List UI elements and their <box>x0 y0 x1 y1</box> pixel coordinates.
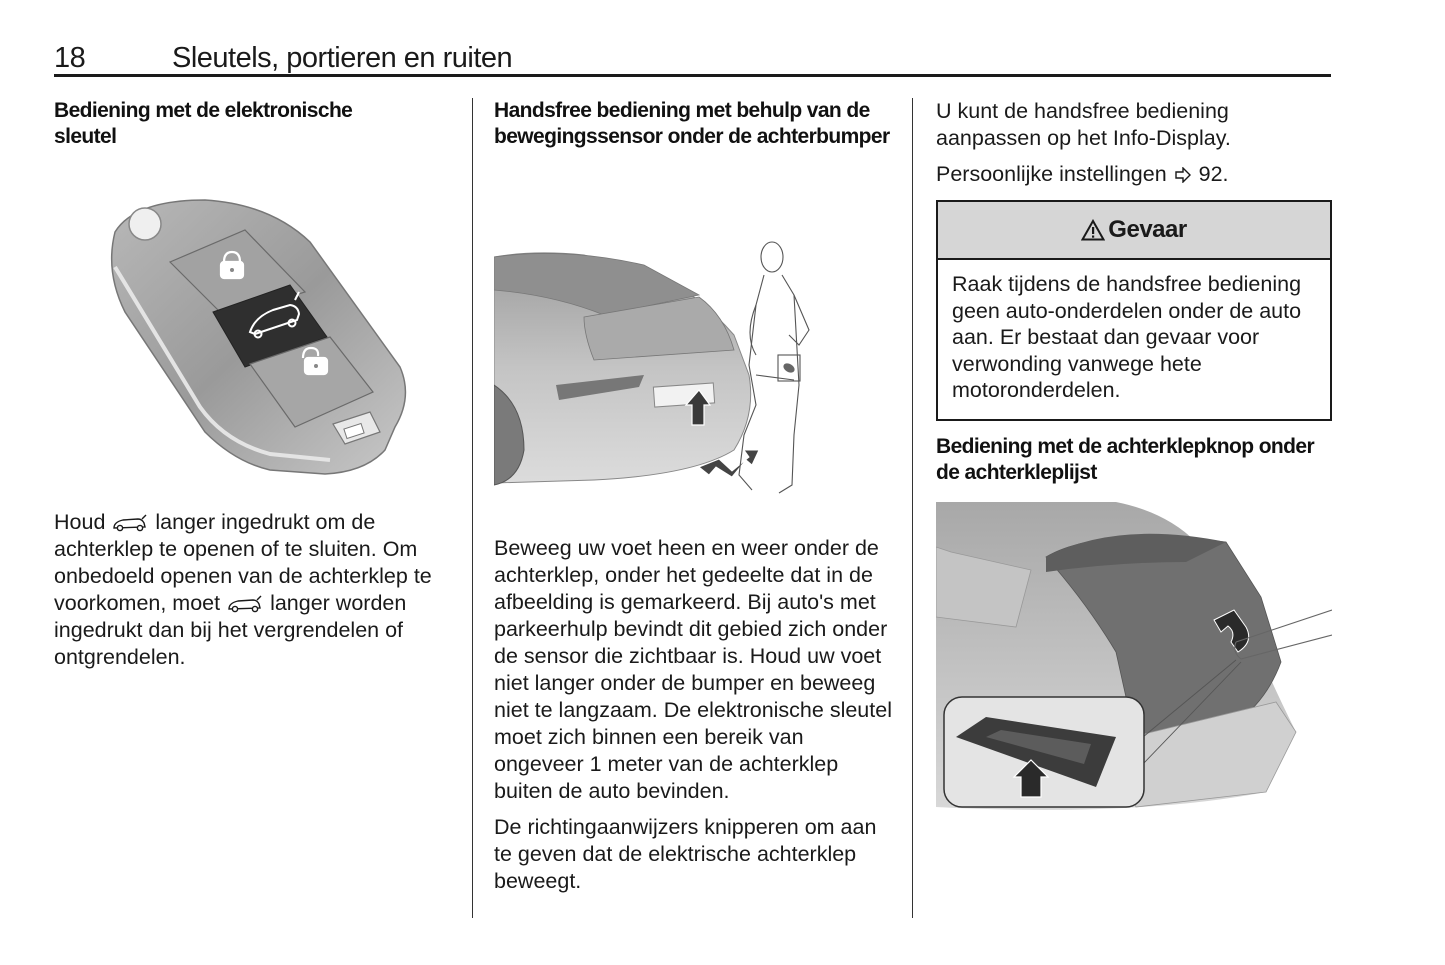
tailgate-car-icon <box>226 595 264 613</box>
key-fob-illustration <box>95 192 415 487</box>
column-divider <box>472 98 473 918</box>
warning-title: Gevaar <box>1108 216 1187 243</box>
paragraph: Beweeg uw voet heen en weer onder de achterklep, onder het gedeelte dat in de afbeelding is gemarkeerd. Bij auto's met parkeerhulp bevindt dit gebied zich onder de sensor die zichtbaar is. Houd uw voet niet langer onder de bumper en beweeg niet te langzaam. De elektronische sleutel moet zich binnen een bereik van ongeveer 1 meter van de achterklep buiten de auto bevinden. <box>494 536 892 803</box>
warning-text: Raak tijdens de handsfree bediening geen auto-onderdelen onder de auto aan. Er bestaat dan gevaar voor verwonding vanwege hete motoronderdelen. <box>952 272 1302 402</box>
tailgate-car-icon <box>111 514 149 532</box>
section-heading: Bediening met de achterklepknop onder de achterkleplijst <box>936 435 1315 484</box>
reference-arrow-icon <box>1175 167 1191 183</box>
cross-reference[interactable] <box>936 161 1332 188</box>
key-instructions: Houd langer ingedrukt om de achterklep te openen of te sluiten. Om onbedoeld openen van de achterklep te voorkomen, moet langer worden ingedrukt dan bij het vergrendelen of ontgrendelen. <box>54 510 432 669</box>
header-rule <box>54 74 1331 77</box>
section-heading: Bediening met de elektronische sleutel <box>54 99 353 148</box>
column-3 <box>936 98 1332 188</box>
tailgate-button-illustration <box>936 502 1332 822</box>
handsfree-sensor-illustration <box>494 235 834 500</box>
warning-header <box>938 202 1330 260</box>
danger-warning-box <box>936 200 1332 421</box>
reference-page: 92. <box>1198 162 1229 186</box>
warning-triangle-icon <box>1081 219 1105 241</box>
chapter-title: Sleutels, portieren en ruiten <box>172 42 513 74</box>
page-number: 18 <box>54 42 86 74</box>
intro-text: U kunt de handsfree bediening aanpassen op het Info-Display. <box>936 99 1231 150</box>
column-2 <box>494 98 894 150</box>
reference-label: Persoonlijke instellingen <box>936 162 1167 186</box>
handsfree-instructions <box>494 535 899 895</box>
section-heading: Handsfree bediening met behulp van de bewegingssensor onder de achterbumper <box>494 99 890 148</box>
column-1 <box>54 98 454 150</box>
paragraph: De richtingaanwijzers knipperen om aan te geven dat de elektrische achterklep beweegt. <box>494 815 877 893</box>
page-header <box>54 40 1331 76</box>
column-divider <box>912 98 913 918</box>
